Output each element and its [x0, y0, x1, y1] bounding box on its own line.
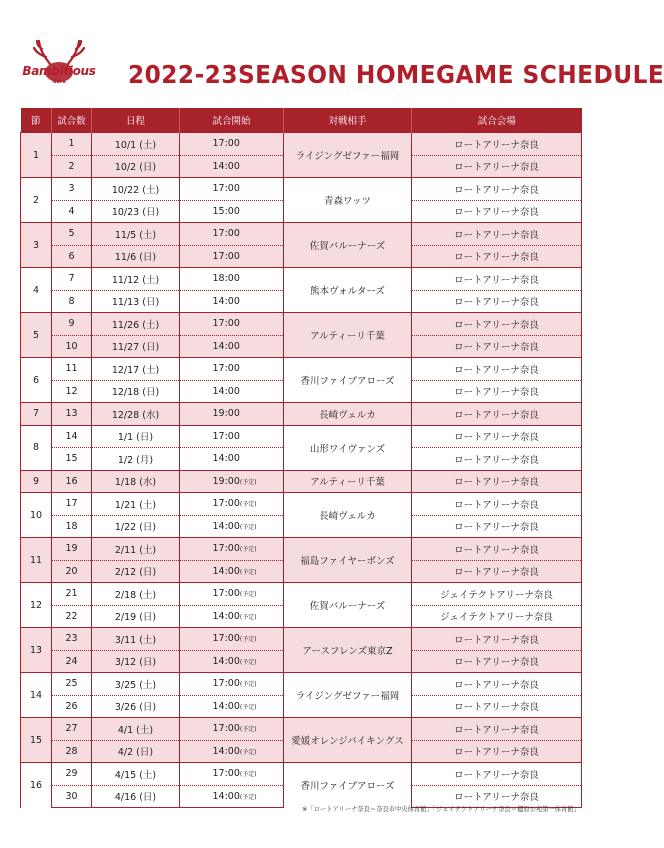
cell-date: 4/2 (日) — [92, 740, 180, 763]
start-time-wrap — [213, 768, 259, 779]
start-time-value: 17:00 — [212, 588, 240, 600]
cell-opponent: アルティーリ千葉 — [284, 313, 412, 358]
start-time-wrap — [213, 296, 259, 307]
start-time-value: 19:00 — [212, 475, 240, 487]
table-row — [21, 425, 582, 448]
cell-setsu: 6 — [21, 358, 52, 403]
cell-venue: ロートアリーナ奈良 — [412, 673, 582, 696]
header-start-time: 試合開始 — [180, 108, 284, 133]
start-time-wrap — [213, 656, 259, 667]
start-time-wrap — [213, 566, 259, 577]
cell-setsu: 12 — [21, 583, 52, 628]
cell-venue: ロートアリーナ奈良 — [412, 763, 582, 786]
cell-date: 1/2 (月) — [92, 448, 180, 471]
start-time-value: 17:00 — [212, 543, 240, 555]
table-header-row — [21, 108, 582, 133]
cell-opponent: 福島ファイヤーボンズ — [284, 538, 412, 583]
start-time-value: 19:00 — [212, 408, 240, 420]
cell-venue: ロートアリーナ奈良 — [412, 560, 582, 583]
cell-venue: ロートアリーナ奈良 — [412, 403, 582, 426]
cell-date: 11/27 (日) — [92, 335, 180, 358]
start-time-note: (予定) — [239, 703, 257, 711]
start-time-note: (予定) — [239, 613, 257, 621]
cell-date: 10/23 (日) — [92, 200, 180, 223]
start-time-value: 14:00 — [212, 565, 240, 577]
cell-start-time — [180, 560, 284, 583]
cell-game-no: 10 — [52, 335, 92, 358]
cell-game-no: 22 — [52, 605, 92, 628]
table-row — [21, 628, 582, 651]
table-row — [21, 538, 582, 561]
cell-start-time — [180, 583, 284, 606]
cell-game-no: 27 — [52, 718, 92, 741]
start-time-note: (予定) — [239, 501, 257, 509]
cell-setsu: 14 — [21, 673, 52, 718]
start-time-wrap — [213, 273, 259, 284]
start-time-value: 14:00 — [212, 160, 240, 172]
start-time-wrap — [213, 543, 259, 554]
header-setsu: 節 — [21, 108, 52, 133]
cell-start-time — [180, 223, 284, 246]
table-row — [21, 673, 582, 696]
start-time-value: 17:00 — [212, 633, 240, 645]
start-time-wrap — [213, 138, 259, 149]
start-time-note: (予定) — [239, 478, 257, 486]
start-time-value: 14:00 — [212, 745, 240, 757]
cell-opponent: 愛媛オレンジバイキングス — [284, 718, 412, 763]
cell-game-no: 28 — [52, 740, 92, 763]
cell-game-no: 13 — [52, 403, 92, 426]
cell-opponent: 青森ワッツ — [284, 178, 412, 223]
cell-setsu: 10 — [21, 493, 52, 538]
cell-date: 2/19 (日) — [92, 605, 180, 628]
cell-date: 10/22 (土) — [92, 178, 180, 201]
start-time-wrap — [213, 746, 259, 757]
start-time-value: 17:00 — [212, 318, 240, 330]
start-time-wrap — [213, 791, 259, 802]
cell-setsu: 1 — [21, 133, 52, 178]
table-row — [21, 583, 582, 606]
cell-start-time — [180, 380, 284, 403]
cell-date: 10/1 (土) — [92, 133, 180, 156]
cell-start-time — [180, 718, 284, 741]
cell-setsu: 16 — [21, 763, 52, 808]
table-row — [21, 358, 582, 381]
cell-date: 11/12 (土) — [92, 268, 180, 291]
cell-date: 4/16 (日) — [92, 785, 180, 808]
cell-venue: ロートアリーナ奈良 — [412, 290, 582, 313]
cell-venue: ロートアリーナ奈良 — [412, 538, 582, 561]
cell-opponent: アルティーリ千葉 — [284, 470, 412, 493]
cell-start-time — [180, 628, 284, 651]
cell-start-time — [180, 785, 284, 808]
cell-game-no: 23 — [52, 628, 92, 651]
start-time-wrap — [213, 678, 259, 689]
cell-start-time — [180, 493, 284, 516]
start-time-value: 17:00 — [212, 250, 240, 262]
cell-date: 12/17 (土) — [92, 358, 180, 381]
cell-venue: ロートアリーナ奈良 — [412, 245, 582, 268]
cell-date: 2/18 (土) — [92, 583, 180, 606]
start-time-wrap — [213, 498, 259, 509]
cell-date: 12/28 (水) — [92, 403, 180, 426]
cell-start-time — [180, 515, 284, 538]
cell-date: 3/11 (土) — [92, 628, 180, 651]
cell-game-no: 24 — [52, 650, 92, 673]
cell-start-time — [180, 358, 284, 381]
cell-venue: ロートアリーナ奈良 — [412, 200, 582, 223]
schedule-table — [20, 108, 582, 808]
start-time-value: 17:00 — [212, 498, 240, 510]
cell-game-no: 30 — [52, 785, 92, 808]
start-time-value: 15:00 — [212, 205, 240, 217]
start-time-value: 14:00 — [212, 790, 240, 802]
start-time-note: (予定) — [239, 748, 257, 756]
table-row — [21, 268, 582, 291]
cell-venue: ロートアリーナ奈良 — [412, 358, 582, 381]
cell-start-time — [180, 268, 284, 291]
schedule-body — [21, 133, 582, 808]
cell-venue: ロートアリーナ奈良 — [412, 268, 582, 291]
start-time-value: 14:00 — [212, 610, 240, 622]
start-time-wrap — [213, 206, 259, 217]
header-venue: 試合会場 — [412, 108, 582, 133]
team-logo — [22, 38, 96, 102]
start-time-wrap — [213, 408, 259, 419]
start-time-note: (予定) — [239, 636, 257, 644]
start-time-wrap — [213, 588, 259, 599]
table-row — [21, 313, 582, 336]
cell-date: 1/21 (土) — [92, 493, 180, 516]
cell-venue: ロートアリーナ奈良 — [412, 470, 582, 493]
cell-game-no: 2 — [52, 155, 92, 178]
logo-subtext: Nara — [52, 79, 66, 85]
start-time-wrap — [213, 611, 259, 622]
start-time-note: (予定) — [239, 793, 257, 801]
table-row — [21, 133, 582, 156]
cell-venue: ロートアリーナ奈良 — [412, 133, 582, 156]
start-time-value: 17:00 — [212, 430, 240, 442]
cell-start-time — [180, 155, 284, 178]
cell-game-no: 1 — [52, 133, 92, 156]
start-time-value: 17:00 — [212, 723, 240, 735]
cell-date: 4/15 (土) — [92, 763, 180, 786]
start-time-wrap — [213, 476, 259, 487]
cell-start-time — [180, 178, 284, 201]
start-time-wrap — [213, 521, 259, 532]
cell-setsu: 9 — [21, 470, 52, 493]
cell-date: 10/2 (日) — [92, 155, 180, 178]
start-time-note: (予定) — [239, 523, 257, 531]
cell-start-time — [180, 290, 284, 313]
cell-venue: ロートアリーナ奈良 — [412, 155, 582, 178]
cell-venue: ロートアリーナ奈良 — [412, 425, 582, 448]
cell-opponent: 香川ファイブアローズ — [284, 358, 412, 403]
cell-venue: ロートアリーナ奈良 — [412, 740, 582, 763]
cell-venue: ロートアリーナ奈良 — [412, 313, 582, 336]
cell-venue: ロートアリーナ奈良 — [412, 493, 582, 516]
start-time-value: 17:00 — [212, 228, 240, 240]
cell-date: 1/22 (日) — [92, 515, 180, 538]
start-time-wrap — [213, 723, 259, 734]
start-time-value: 17:00 — [212, 768, 240, 780]
cell-game-no: 20 — [52, 560, 92, 583]
cell-setsu: 5 — [21, 313, 52, 358]
cell-start-time — [180, 335, 284, 358]
cell-start-time — [180, 403, 284, 426]
table-row — [21, 403, 582, 426]
cell-start-time — [180, 538, 284, 561]
table-row — [21, 493, 582, 516]
start-time-wrap — [213, 363, 259, 374]
cell-opponent: 熊本ヴォルターズ — [284, 268, 412, 313]
start-time-wrap — [213, 183, 259, 194]
cell-game-no: 26 — [52, 695, 92, 718]
table-row — [21, 178, 582, 201]
cell-setsu: 13 — [21, 628, 52, 673]
cell-setsu: 15 — [21, 718, 52, 763]
cell-date: 3/25 (土) — [92, 673, 180, 696]
start-time-wrap — [213, 431, 259, 442]
cell-game-no: 14 — [52, 425, 92, 448]
table-row — [21, 223, 582, 246]
cell-setsu: 2 — [21, 178, 52, 223]
cell-start-time — [180, 650, 284, 673]
table-row — [21, 470, 582, 493]
start-time-value: 14:00 — [212, 295, 240, 307]
start-time-wrap — [213, 318, 259, 329]
cell-start-time — [180, 740, 284, 763]
start-time-wrap — [213, 251, 259, 262]
cell-date: 4/1 (土) — [92, 718, 180, 741]
cell-setsu: 7 — [21, 403, 52, 426]
cell-start-time — [180, 695, 284, 718]
footnote: ※「ロートアリーナ奈良＝奈良市中央体育館」「ジェイテクトアリーナ奈良＝橿原公苑第一体育館」 — [302, 806, 580, 813]
cell-game-no: 19 — [52, 538, 92, 561]
cell-venue: ジェイテクトアリーナ奈良 — [412, 583, 582, 606]
start-time-wrap — [213, 341, 259, 352]
cell-game-no: 29 — [52, 763, 92, 786]
cell-game-no: 5 — [52, 223, 92, 246]
header-date: 日程 — [92, 108, 180, 133]
cell-game-no: 11 — [52, 358, 92, 381]
cell-setsu: 8 — [21, 425, 52, 470]
cell-opponent: 長崎ヴェルカ — [284, 493, 412, 538]
cell-game-no: 12 — [52, 380, 92, 403]
cell-venue: ジェイテクトアリーナ奈良 — [412, 605, 582, 628]
cell-date: 1/18 (水) — [92, 470, 180, 493]
cell-venue: ロートアリーナ奈良 — [412, 718, 582, 741]
cell-opponent: ライジングゼファー福岡 — [284, 673, 412, 718]
cell-game-no: 18 — [52, 515, 92, 538]
cell-opponent: 佐賀バルーナーズ — [284, 223, 412, 268]
cell-start-time — [180, 470, 284, 493]
start-time-wrap — [213, 161, 259, 172]
cell-start-time — [180, 673, 284, 696]
cell-venue: ロートアリーナ奈良 — [412, 650, 582, 673]
cell-game-no: 7 — [52, 268, 92, 291]
cell-date: 12/18 (日) — [92, 380, 180, 403]
cell-game-no: 6 — [52, 245, 92, 268]
cell-start-time — [180, 313, 284, 336]
cell-setsu: 3 — [21, 223, 52, 268]
cell-date: 3/26 (日) — [92, 695, 180, 718]
start-time-note: (予定) — [239, 591, 257, 599]
cell-start-time — [180, 245, 284, 268]
cell-game-no: 9 — [52, 313, 92, 336]
cell-venue: ロートアリーナ奈良 — [412, 628, 582, 651]
start-time-value: 17:00 — [212, 678, 240, 690]
page-title: 2022-23SEASON HOMEGAME SCHEDULE — [128, 60, 664, 89]
cell-opponent: 山形ワイヴァンズ — [284, 425, 412, 470]
cell-venue: ロートアリーナ奈良 — [412, 335, 582, 358]
cell-game-no: 21 — [52, 583, 92, 606]
start-time-value: 14:00 — [212, 453, 240, 465]
cell-start-time — [180, 200, 284, 223]
cell-start-time — [180, 448, 284, 471]
start-time-note: (予定) — [239, 546, 257, 554]
cell-date: 11/5 (土) — [92, 223, 180, 246]
header-game-no: 試合数 — [52, 108, 92, 133]
cell-setsu: 4 — [21, 268, 52, 313]
start-time-value: 17:00 — [212, 363, 240, 375]
table-row — [21, 763, 582, 786]
start-time-wrap — [213, 633, 259, 644]
cell-opponent: アースフレンズ東京Z — [284, 628, 412, 673]
start-time-note: (予定) — [239, 726, 257, 734]
table-row — [21, 718, 582, 741]
cell-game-no: 16 — [52, 470, 92, 493]
start-time-note: (予定) — [239, 681, 257, 689]
start-time-value: 17:00 — [212, 138, 240, 150]
start-time-value: 14:00 — [212, 340, 240, 352]
header-opponent: 対戦相手 — [284, 108, 412, 133]
cell-start-time — [180, 425, 284, 448]
start-time-wrap — [213, 228, 259, 239]
start-time-note: (予定) — [239, 658, 257, 666]
start-time-value: 18:00 — [212, 273, 240, 285]
cell-date: 11/26 (土) — [92, 313, 180, 336]
cell-venue: ロートアリーナ奈良 — [412, 515, 582, 538]
cell-venue: ロートアリーナ奈良 — [412, 695, 582, 718]
cell-start-time — [180, 133, 284, 156]
cell-venue: ロートアリーナ奈良 — [412, 380, 582, 403]
cell-opponent: 佐賀バルーナーズ — [284, 583, 412, 628]
start-time-wrap — [213, 386, 259, 397]
cell-setsu: 11 — [21, 538, 52, 583]
cell-date: 2/12 (日) — [92, 560, 180, 583]
logo-wordmark: Bambitious — [22, 64, 96, 78]
cell-game-no: 15 — [52, 448, 92, 471]
cell-game-no: 4 — [52, 200, 92, 223]
cell-game-no: 17 — [52, 493, 92, 516]
cell-start-time — [180, 605, 284, 628]
cell-start-time — [180, 763, 284, 786]
cell-opponent: 香川ファイブアローズ — [284, 763, 412, 808]
cell-venue: ロートアリーナ奈良 — [412, 785, 582, 808]
cell-date: 2/11 (土) — [92, 538, 180, 561]
cell-date: 3/12 (日) — [92, 650, 180, 673]
cell-game-no: 3 — [52, 178, 92, 201]
cell-venue: ロートアリーナ奈良 — [412, 223, 582, 246]
cell-date: 11/13 (日) — [92, 290, 180, 313]
start-time-value: 17:00 — [212, 183, 240, 195]
cell-venue: ロートアリーナ奈良 — [412, 448, 582, 471]
start-time-value: 14:00 — [212, 520, 240, 532]
cell-game-no: 25 — [52, 673, 92, 696]
start-time-value: 14:00 — [212, 700, 240, 712]
start-time-wrap — [213, 701, 259, 712]
start-time-note: (予定) — [239, 771, 257, 779]
cell-game-no: 8 — [52, 290, 92, 313]
start-time-value: 14:00 — [212, 655, 240, 667]
cell-date: 1/1 (日) — [92, 425, 180, 448]
cell-opponent: 長崎ヴェルカ — [284, 403, 412, 426]
start-time-value: 14:00 — [212, 385, 240, 397]
start-time-wrap — [213, 453, 259, 464]
start-time-note: (予定) — [239, 568, 257, 576]
cell-date: 11/6 (日) — [92, 245, 180, 268]
cell-venue: ロートアリーナ奈良 — [412, 178, 582, 201]
cell-opponent: ライジングゼファー福岡 — [284, 133, 412, 178]
